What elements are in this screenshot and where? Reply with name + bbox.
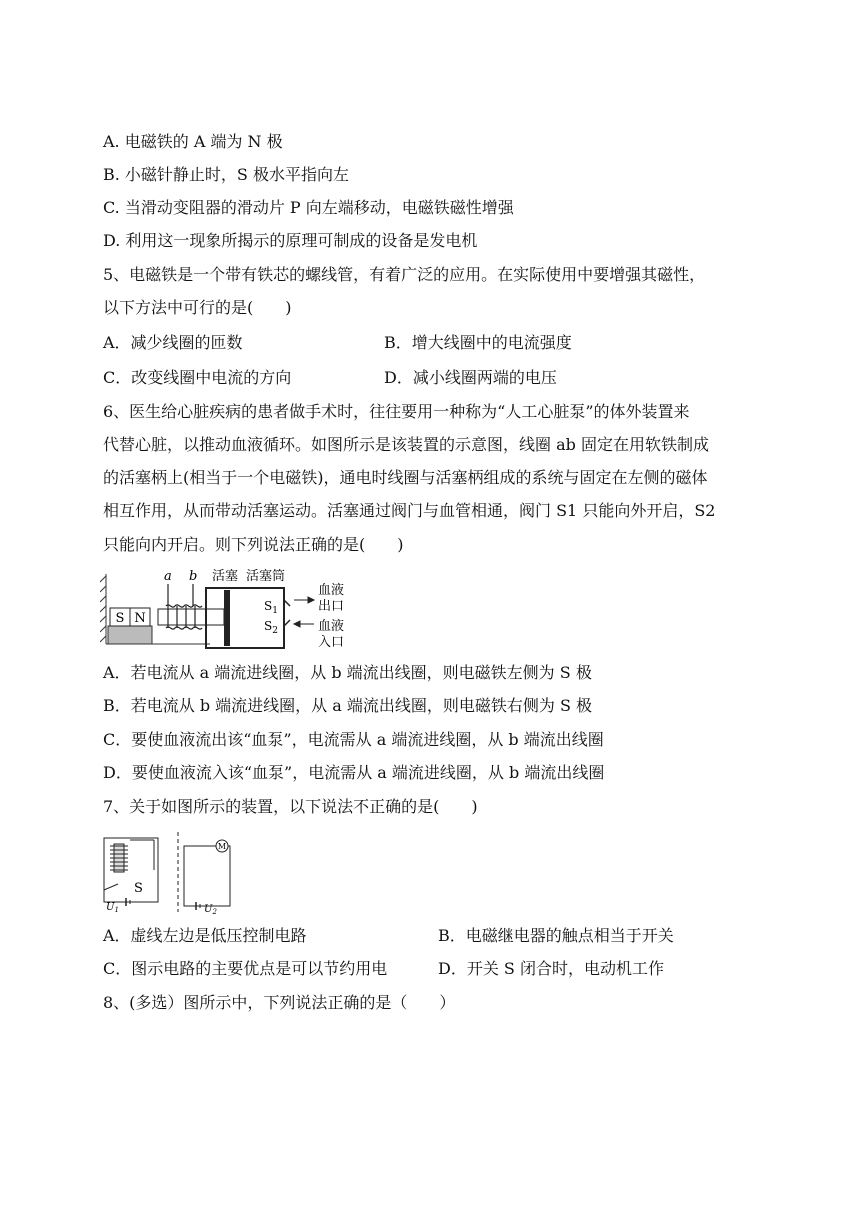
q4-option-a: A. 电磁铁的 A 端为 N 极	[103, 132, 283, 151]
q5-option-a: A．减少线圈的匝数	[103, 333, 243, 352]
flow-arrows	[294, 597, 314, 627]
label-inlet-2: 入口	[318, 635, 345, 650]
q7-stem: 7、关于如图所示的装置，以下说法不正确的是( )	[103, 797, 478, 816]
relay-circuit-diagram	[100, 830, 236, 914]
q5-option-c: C．改变线圈中电流的方向	[103, 368, 292, 387]
q6-option-b: B．若电流从 b 端流进线圈，从 a 端流出线圈，则电磁铁右侧为 S 极	[103, 696, 593, 715]
valve-label-s2: $S_2$	[264, 619, 278, 636]
q7-option-b: B．电磁继电器的触点相当于开关	[438, 926, 674, 945]
q6-stem-line-5: 只能向内开启。则下列说法正确的是( )	[103, 535, 404, 554]
q6-option-c: C．要使血液流出该“血泵”，电流需从 a 端流进线圈，从 b 端流出线圈	[103, 730, 604, 749]
q6-option-d: D．要使血液流入该“血泵”，电流需从 a 端流进线圈，从 b 端流出线圈	[103, 763, 605, 782]
coil-label-b: b	[189, 569, 198, 584]
q4-option-c: C. 当滑动变阻器的滑动片 P 向左端移动，电磁铁磁性增强	[103, 198, 514, 217]
label-u1: $U_1$	[106, 902, 119, 914]
q4-option-b: B. 小磁针静止时，S 极水平指向左	[103, 165, 349, 184]
relay-coil	[110, 846, 128, 870]
piston	[224, 590, 230, 646]
q6-stem-line-4: 相互作用，从而带动活塞运动。活塞通过阀门与血管相通，阀门 S1 只能向外开启，S2	[103, 501, 716, 520]
q5-option-d: D．减小线圈两端的电压	[384, 368, 557, 387]
q5-stem-line-2: 以下方法中可行的是( )	[103, 298, 292, 317]
q7-option-c: C．图示电路的主要优点是可以节约用电	[103, 959, 388, 978]
label-outlet-2: 出口	[318, 599, 345, 614]
valve-label-s1: $S_1$	[264, 599, 278, 616]
motor-label: M	[217, 842, 227, 851]
q7-option-a: A．虚线左边是低压控制电路	[103, 926, 307, 945]
q5-stem-line-1: 5、电磁铁是一个带有铁芯的螺线管，有着广泛的应用。在实际使用中要增强其磁性，	[103, 265, 706, 284]
label-u2: $U_2$	[204, 904, 217, 914]
q8-stem: 8、(多选）图所示中，下列说法正确的是（ ）	[103, 993, 456, 1012]
q6-stem-line-2: 代替心脏，以推动血液循环。如图所示是该装置的示意图，线圈 ab 固定在用软铁制成	[103, 435, 709, 454]
label-inlet-1: 血液	[318, 619, 345, 634]
label-piston: 活塞	[212, 569, 239, 584]
q7-option-d: D．开关 S 闭合时，电动机工作	[438, 959, 664, 978]
q6-stem-line-1: 6、医生给心脏疾病的患者做手术时，往往要用一种称为“人工心脏泵”的体外装置来	[103, 402, 690, 421]
working-circuit-frame	[184, 846, 230, 906]
coil-label-a: a	[164, 569, 172, 584]
magnet-label-n: N	[134, 611, 146, 626]
switch-s	[104, 884, 118, 890]
heart-pump-diagram	[100, 564, 360, 656]
magnet-support	[108, 626, 152, 644]
label-cylinder: 活塞筒	[246, 569, 286, 584]
magnet-label-s: S	[115, 611, 125, 626]
q5-option-b: B．增大线圈中的电流强度	[384, 333, 572, 352]
q4-option-d: D. 利用这一现象所揭示的原理可制成的设备是发电机	[103, 231, 478, 250]
label-outlet-1: 血液	[318, 583, 345, 598]
q6-option-a: A．若电流从 a 端流进线圈，从 b 端流出线圈，则电磁铁左侧为 S 极	[103, 663, 592, 682]
q6-stem-line-3: 的活塞柄上(相当于一个电磁铁)，通电时线圈与活塞柄组成的系统与固定在左侧的磁体	[103, 468, 708, 487]
switch-label-s: S	[134, 881, 143, 896]
